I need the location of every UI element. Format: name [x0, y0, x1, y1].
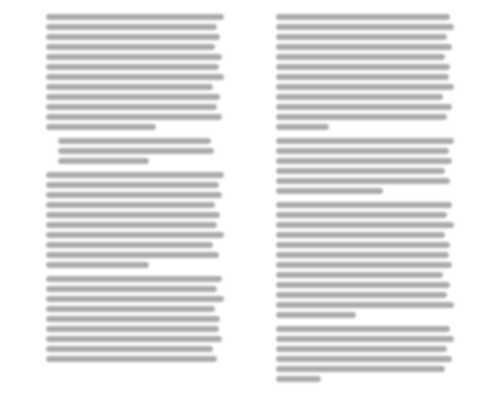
text-line — [46, 64, 219, 70]
text-line — [46, 316, 220, 322]
right-paragraph-4 — [276, 326, 454, 382]
text-line — [276, 212, 447, 218]
text-line — [276, 74, 449, 80]
text-line — [276, 104, 452, 110]
text-line — [276, 262, 452, 268]
text-line — [46, 212, 220, 218]
text-line — [46, 114, 222, 120]
text-line — [276, 232, 445, 238]
left-paragraph-2 — [46, 172, 224, 268]
text-line — [46, 44, 215, 50]
text-line — [276, 272, 443, 278]
text-line — [46, 252, 219, 258]
text-line — [276, 346, 447, 352]
right-paragraph-1 — [276, 14, 454, 130]
text-line — [46, 14, 224, 20]
text-line — [276, 356, 452, 362]
text-line — [46, 336, 222, 342]
text-line — [46, 262, 149, 268]
text-line — [276, 64, 450, 70]
text-line — [46, 94, 220, 100]
text-line — [276, 54, 445, 60]
text-line — [46, 124, 156, 130]
text-line — [276, 44, 452, 50]
text-line — [46, 296, 224, 302]
right-paragraph-3 — [276, 202, 454, 318]
text-line — [46, 54, 222, 60]
text-line — [276, 312, 356, 318]
text-line — [46, 232, 224, 238]
text-line — [46, 172, 224, 178]
text-line — [58, 138, 211, 144]
text-line — [58, 158, 149, 164]
text-line — [276, 366, 445, 372]
left-paragraph-3 — [46, 276, 224, 362]
text-line — [276, 14, 450, 20]
text-line — [276, 24, 454, 30]
text-line — [276, 326, 450, 332]
left-page-text-column — [46, 14, 224, 354]
text-line — [46, 24, 217, 30]
right-paragraph-2 — [276, 138, 454, 194]
text-line — [276, 84, 454, 90]
text-line — [276, 138, 454, 144]
text-line — [276, 282, 450, 288]
text-line — [46, 34, 220, 40]
left-paragraph-1 — [46, 14, 224, 130]
text-line — [276, 114, 447, 120]
text-line — [46, 346, 213, 352]
text-line — [46, 306, 215, 312]
text-line — [276, 302, 454, 308]
text-line — [276, 252, 449, 258]
text-line — [276, 222, 454, 228]
text-line — [46, 276, 222, 282]
text-line — [276, 178, 450, 184]
text-line — [46, 202, 215, 208]
text-line — [276, 202, 452, 208]
text-line — [276, 376, 321, 382]
text-line — [46, 242, 213, 248]
text-line — [46, 222, 217, 228]
text-line — [276, 168, 445, 174]
text-line — [58, 148, 214, 154]
text-line — [46, 182, 219, 188]
text-line — [276, 242, 450, 248]
text-line — [276, 158, 452, 164]
text-line — [276, 336, 454, 342]
text-line — [276, 124, 329, 130]
text-line — [46, 74, 224, 80]
text-line — [46, 104, 217, 110]
text-line — [46, 192, 222, 198]
left-paragraph-quote — [58, 138, 224, 164]
text-line — [46, 84, 213, 90]
text-line — [46, 326, 219, 332]
text-line — [276, 148, 449, 154]
text-line — [46, 286, 217, 292]
text-line — [276, 292, 447, 298]
right-page-text-column — [276, 14, 454, 354]
text-line — [276, 94, 443, 100]
text-line — [276, 34, 447, 40]
text-line — [276, 188, 383, 194]
text-line — [46, 356, 217, 362]
